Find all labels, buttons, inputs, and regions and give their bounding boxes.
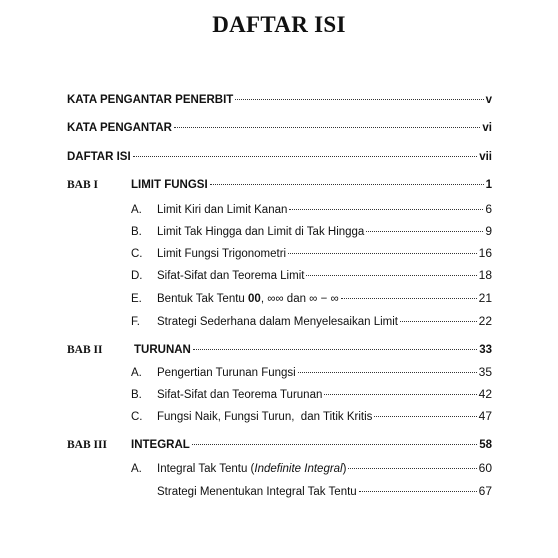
section-page: 18: [478, 268, 492, 282]
chapter-page: 58: [479, 439, 492, 451]
section-page: 9: [485, 224, 492, 238]
entry-label: DAFTAR ISI: [67, 151, 131, 163]
toc-section[interactable]: [131, 268, 492, 283]
chapter-title: TURUNAN: [134, 344, 191, 356]
toc-section[interactable]: [131, 409, 492, 424]
section-page: 6: [485, 202, 492, 216]
dot-leader: [306, 275, 476, 276]
dot-leader: [348, 468, 476, 469]
entry-page: vi: [482, 122, 492, 134]
dot-leader: [366, 231, 483, 232]
dot-leader: [374, 416, 476, 417]
section-letter: A.: [131, 204, 142, 216]
section-page: 47: [478, 409, 492, 423]
section-title: [157, 292, 339, 306]
dot-leader: [324, 394, 476, 395]
chapter-title: INTEGRAL: [131, 439, 190, 451]
toc-section[interactable]: [131, 246, 492, 261]
chapter-number: BAB II: [67, 344, 103, 356]
entry-label: KATA PENGANTAR: [67, 122, 172, 134]
section-title: Limit Tak Hingga dan Limit di Tak Hingga: [157, 226, 365, 238]
toc-chapter-bab-3[interactable]: [67, 438, 492, 452]
section-letter: A.: [131, 367, 142, 379]
dot-leader: [193, 349, 477, 350]
chapter-number: BAB III: [67, 439, 107, 451]
entry-page: v: [485, 94, 492, 106]
section-page: 22: [478, 314, 492, 328]
section-letter: B.: [131, 389, 142, 401]
toc-section[interactable]: [131, 365, 492, 380]
section-title: Pengertian Turunan Fungsi: [157, 367, 296, 379]
section-title-italic: Indefinite Integral: [254, 463, 343, 475]
section-title: Sifat-Sifat dan Teorema Limit: [157, 270, 305, 282]
section-letter: E.: [131, 293, 142, 305]
section-page: 42: [478, 387, 492, 401]
section-title: Fungsi Naik, Fungsi Turun, dan Titik Kritis: [157, 411, 373, 423]
section-title: Limit Kiri dan Limit Kanan: [157, 204, 288, 216]
section-title-text: , ∞∞ dan ∞ − ∞: [260, 293, 339, 305]
section-title-text: ): [342, 463, 347, 475]
section-page: 60: [478, 461, 492, 475]
toc-section[interactable]: [131, 202, 492, 217]
toc-chapter-bab-2[interactable]: [67, 343, 492, 357]
dot-leader: [298, 372, 477, 373]
entry-label: KATA PENGANTAR PENERBIT: [67, 94, 234, 106]
section-title: Strategi Sederhana dalam Menyelesaikan Limit: [157, 316, 398, 328]
dot-leader: [359, 491, 477, 492]
toc-section[interactable]: [131, 291, 492, 306]
section-title: Strategi Menentukan Integral Tak Tentu: [157, 486, 357, 498]
section-letter: B.: [131, 226, 142, 238]
toc-section[interactable]: [131, 461, 492, 476]
chapter-page: 1: [485, 179, 492, 191]
page-title: DAFTAR ISI: [212, 12, 346, 37]
toc-section[interactable]: [131, 224, 492, 239]
dot-leader: [235, 99, 483, 100]
toc-section[interactable]: [157, 484, 492, 499]
toc-chapter-bab-1[interactable]: [67, 178, 492, 192]
toc-entry-kata-pengantar-penerbit[interactable]: [67, 93, 492, 107]
section-page: 16: [478, 246, 492, 260]
toc-entry-kata-pengantar[interactable]: [67, 121, 492, 135]
section-letter: F.: [131, 316, 140, 328]
dot-leader: [174, 127, 480, 128]
section-letter: C.: [131, 248, 143, 260]
section-title: Sifat-Sifat dan Teorema Turunan: [157, 389, 323, 401]
dot-leader: [400, 321, 477, 322]
chapter-number: BAB I: [67, 179, 98, 191]
section-title-text: Bentuk Tak Tentu: [157, 293, 249, 305]
dot-leader: [133, 156, 478, 157]
section-title: [157, 462, 346, 476]
section-title: Limit Fungsi Trigonometri: [157, 248, 287, 260]
toc-section[interactable]: [131, 314, 492, 329]
toc-entry-daftar-isi[interactable]: [67, 150, 492, 164]
toc-section[interactable]: [131, 387, 492, 402]
section-title-text: Integral Tak Tentu (: [157, 463, 255, 475]
chapter-page: 33: [479, 344, 492, 356]
entry-page: vii: [479, 151, 492, 163]
dot-leader: [288, 253, 477, 254]
math-fraction: 00: [248, 293, 261, 305]
section-letter: D.: [131, 270, 143, 282]
section-letter: C.: [131, 411, 143, 423]
chapter-title: LIMIT FUNGSI: [131, 179, 208, 191]
dot-leader: [210, 184, 484, 185]
dot-leader: [289, 209, 483, 210]
section-page: 35: [478, 365, 492, 379]
dot-leader: [341, 298, 477, 299]
section-page: 67: [478, 484, 492, 498]
section-letter: A.: [131, 463, 142, 475]
section-page: 21: [478, 291, 492, 305]
dot-leader: [192, 444, 477, 445]
